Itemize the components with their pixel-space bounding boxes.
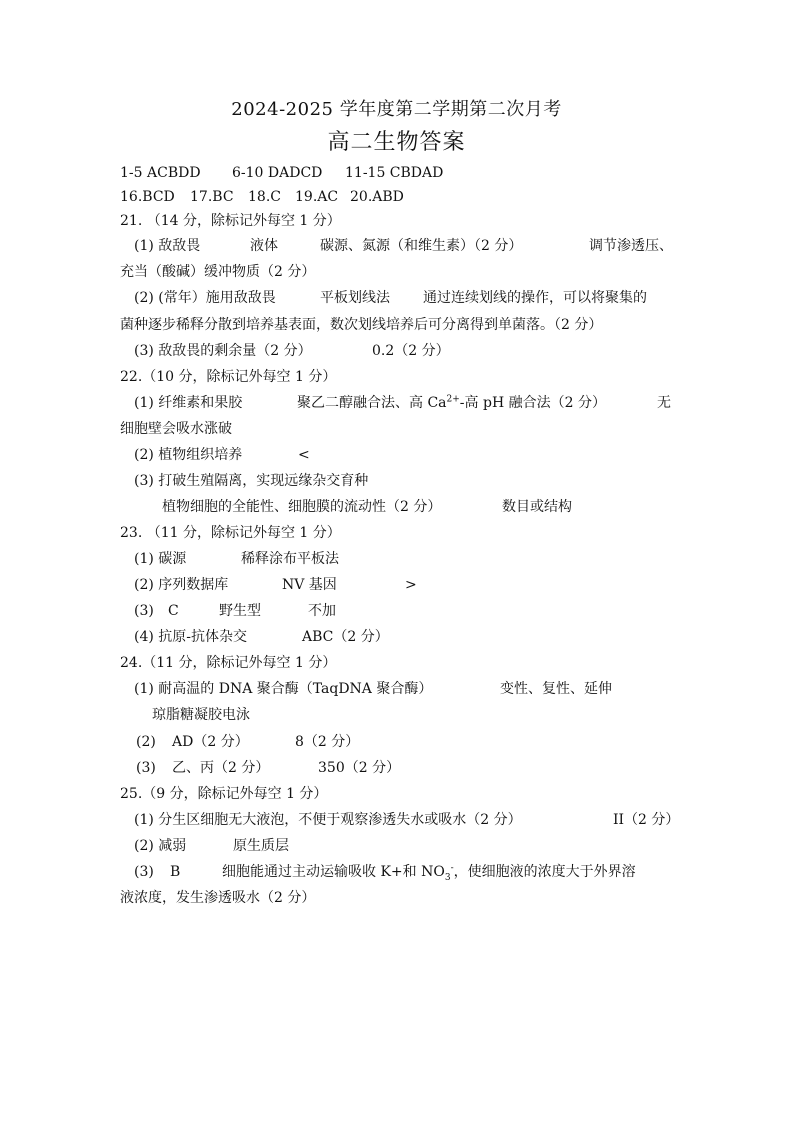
answer-text: (3) bbox=[134, 603, 154, 619]
answer-text: 数目或结构 bbox=[502, 499, 572, 515]
answer-text: 碳源、氮源（和维生素）（2 分） bbox=[320, 238, 523, 254]
question-22-line-4: (3) 打破生殖隔离，实现远缘杂交育种 bbox=[134, 473, 369, 489]
answer-text: II（2 分） bbox=[613, 812, 680, 828]
answer-text: NV 基因 bbox=[282, 577, 337, 593]
answer-text: 不加 bbox=[308, 603, 336, 619]
answer-text: (1) 纤维素和果胶 bbox=[134, 395, 243, 411]
answer-text: (2) 植物组织培养 bbox=[134, 447, 243, 463]
answer-text: 细胞能通过主动运输吸收 K+和 $NO_3^-$，使细胞液的浓度大于外界溶 bbox=[222, 863, 636, 883]
question-24-line-2: 琼脂糖凝胶电泳 bbox=[152, 707, 250, 723]
question-25-line-4: 液浓度，发生渗透吸水（2 分） bbox=[120, 890, 316, 906]
answer-text: 平板划线法 bbox=[320, 290, 390, 306]
answer-text: 聚乙二醇融合法、高 $Ca^{2+}-$高 pH 融合法（2 分） bbox=[297, 394, 606, 411]
answer-text: (3) 敌敌畏的剩余量（2 分） bbox=[134, 343, 312, 359]
answer-text: (4) 抗原-抗体杂交 bbox=[134, 629, 248, 645]
answer-text: B bbox=[170, 864, 181, 880]
answer-text: (3) bbox=[134, 864, 154, 880]
answer-text: (2) bbox=[136, 734, 156, 750]
answer-text: 变性、复性、延伸 bbox=[500, 681, 612, 697]
answer-text: (3) bbox=[136, 760, 156, 776]
answer-text: 8（2 分） bbox=[295, 734, 360, 750]
answer-text: 稀释涂布平板法 bbox=[241, 551, 339, 567]
answer-text: 乙、丙（2 分） bbox=[172, 760, 270, 776]
answer-text: > bbox=[405, 577, 417, 593]
question-23-heading: 23. （11 分，除标记外每空 1 分） bbox=[120, 525, 341, 541]
question-24-heading: 24.（11 分，除标记外每空 1 分） bbox=[120, 655, 337, 671]
choice-answer: 17.BC bbox=[190, 189, 234, 205]
choice-answer: 19.AC bbox=[295, 189, 339, 205]
question-22-heading: 22.（10 分，除标记外每空 1 分） bbox=[120, 369, 337, 385]
answer-text: (2) 序列数据库 bbox=[134, 577, 229, 593]
answer-text: (2) 减弱 bbox=[134, 838, 187, 854]
answer-text: 植物细胞的全能性、细胞膜的流动性（2 分） bbox=[162, 499, 442, 515]
answer-text: 无 bbox=[657, 395, 671, 411]
choice-answer: 20.ABD bbox=[350, 189, 404, 205]
answer-text: (1) 碳源 bbox=[134, 551, 187, 567]
choice-answer-group: 1-5 ACBDD bbox=[120, 165, 201, 181]
answer-text: 0.2（2 分） bbox=[372, 343, 450, 359]
answer-text: (1) 分生区细胞无大液泡，不便于观察渗透失水或吸水（2 分） bbox=[134, 812, 522, 828]
answer-text: ABC（2 分） bbox=[302, 629, 389, 645]
answer-text: 原生质层 bbox=[233, 838, 289, 854]
question-21-line-2: 充当（酸碱）缓冲物质（2 分） bbox=[120, 264, 316, 280]
choice-answer-group: 6-10 DADCD bbox=[232, 165, 323, 181]
question-21-line-4: 菌种逐步稀释分散到培养基表面，数次划线培养后可分离得到单菌落。（2 分） bbox=[120, 317, 603, 333]
exam-title: 2024-2025 学年度第二学期第二次月考 bbox=[231, 99, 562, 120]
answer-text: 350（2 分） bbox=[318, 760, 401, 776]
question-25-heading: 25.（9 分，除标记外每空 1 分） bbox=[120, 786, 328, 802]
choice-answer-group: 11-15 CBDAD bbox=[345, 165, 444, 181]
answer-text: C bbox=[168, 603, 179, 619]
answer-text: 野生型 bbox=[219, 603, 261, 619]
answer-text: 液体 bbox=[250, 238, 278, 254]
question-21-heading: 21. （14 分，除标记外每空 1 分） bbox=[120, 213, 341, 229]
answer-text: (2) (常年）施用敌敌畏 bbox=[134, 290, 276, 306]
answer-text: < bbox=[298, 447, 310, 463]
answer-text: (1) 耐高温的 DNA 聚合酶（TaqDNA 聚合酶） bbox=[134, 681, 433, 697]
choice-answer: 18.C bbox=[248, 189, 281, 205]
answer-text: 通过连续划线的操作，可以将聚集的 bbox=[423, 290, 647, 306]
page-title: 高二生物答案 bbox=[327, 130, 466, 155]
choice-answer: 16.BCD bbox=[120, 189, 175, 205]
answer-text: AD（2 分） bbox=[172, 734, 249, 750]
question-22-line-2: 细胞壁会吸水涨破 bbox=[120, 421, 232, 437]
answer-text: 调节渗透压、 bbox=[589, 238, 673, 254]
answer-text: (1) 敌敌畏 bbox=[134, 238, 201, 254]
